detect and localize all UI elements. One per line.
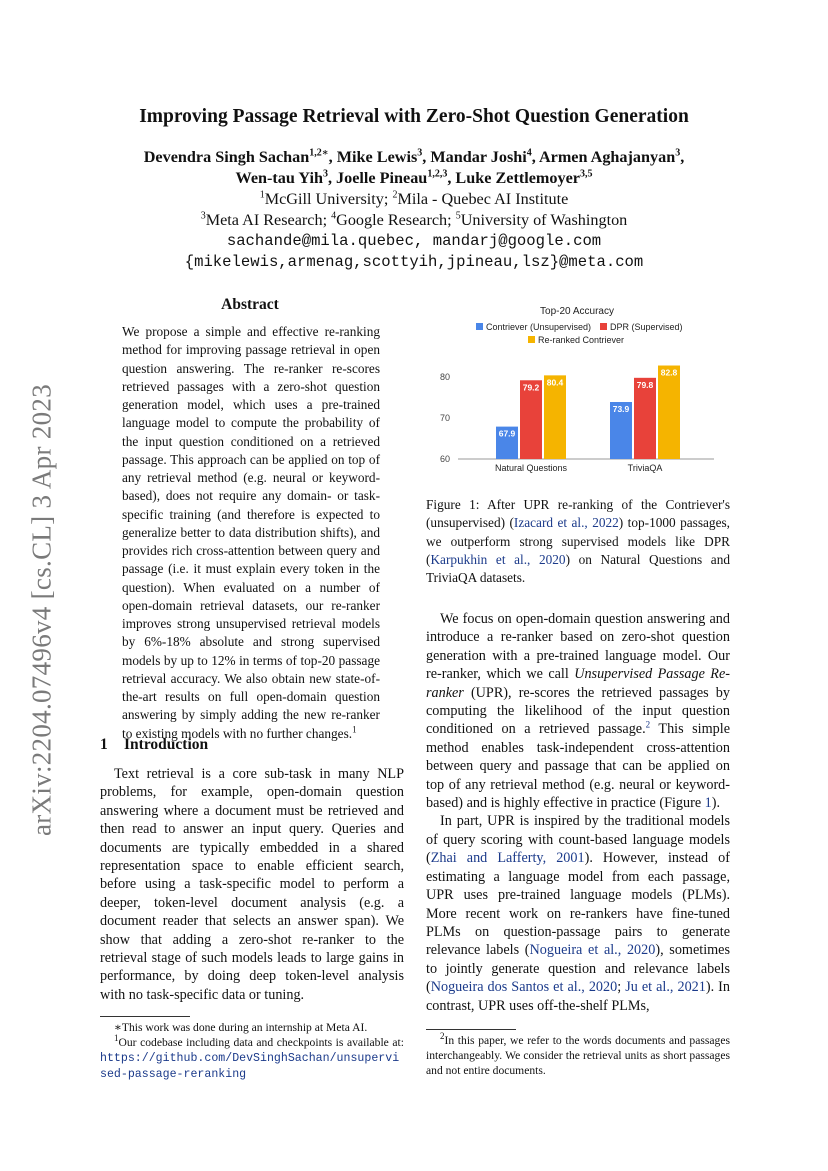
citation-karpukhin[interactable]: Karpukhin et al., 2020	[430, 551, 566, 567]
abstract-body	[122, 323, 380, 743]
top20-accuracy-chart	[424, 300, 730, 480]
sup-pineau: 1,2,3	[427, 168, 448, 180]
affiliation-2: $^3$Meta AI Research; $^4$Google Research; $^5$University of Washington	[200, 210, 628, 229]
codebase-link[interactable]: https://github.com/DevSinghSachan/unsupervised-passage-reranking	[100, 1052, 400, 1081]
abstract-heading: Abstract	[221, 296, 279, 313]
author-line-2	[100, 168, 728, 189]
right-para-2	[426, 812, 730, 1014]
legend-swatch-2	[528, 336, 535, 343]
citation-zhai[interactable]: Zhai and Lafferty, 2001	[430, 850, 585, 867]
paper-title: Improving Passage Retrieval with Zero-Shot Question Generation	[139, 106, 689, 127]
citation-izacard[interactable]: Izacard et al., 2022	[513, 515, 619, 531]
bar-label-0-0: 67.9	[498, 428, 516, 439]
bar-label-0-1: 79.2	[522, 382, 540, 393]
right-para-1	[426, 610, 730, 812]
footnote-1	[100, 1035, 404, 1082]
chart-title: Top-20 Accuracy	[540, 306, 614, 317]
aff-mcgill: McGill University;	[264, 190, 393, 208]
author-block	[100, 147, 728, 273]
arxiv-identifier: arXiv:2204.07496v4 [cs.CL] 3 Apr 2023	[26, 383, 57, 837]
abstract-footnote-mark: 1	[352, 724, 357, 735]
footnote-1-text: Our codebase including data and checkpoints is available at:	[118, 1036, 404, 1049]
p1-text-d: ).	[711, 795, 721, 812]
aff-mila: Mila - Quebec AI Institute	[397, 190, 569, 208]
section-title: Introduction	[124, 736, 209, 753]
author-lewis: , Mike Lewis	[328, 148, 418, 166]
sup-luke: 3,5	[579, 168, 593, 180]
bar-label-1-2: 82.8	[660, 367, 678, 378]
footnote-divider-left	[100, 1016, 190, 1017]
sup-agha: 3	[675, 147, 681, 159]
p2-text-d: ;	[617, 979, 626, 996]
p1-emphasis: Unsupervised Passage Re-ranker	[426, 666, 730, 701]
abstract-text: We propose a simple and effective re-ranking method for improving passage retrieval in open question answering. The re-ranker re-scores retrieved passages with a zero-shot question generation model, which uses a pre-trained language model to compute the probability of the input question conditioned on a retrieved passage. This approach can be applied on top of any retrieval method (e.g. neural or keyword-based), does not require any domain- or task-specific training (and therefore is expected to generalize better to data distribution shifts), and provides rich cross-attention between query and passage (i.e. it must explain every token in the question). When evaluated on a number of open-domain retrieval datasets, our re-ranker improves strong unsupervised retrieval models by 6%-18% absolute and strong supervised models by up to 12% in terms of top-20 passage retrieval accuracy. We also obtain new state-of-the-art results on full open-domain question answering by simply adding the new re-ranker to existing models with no further changes.	[122, 324, 380, 741]
citation-nogueira-dos-santos[interactable]: Nogueira dos Santos et al., 2020	[430, 979, 618, 996]
p2-text-a: In part, UPR is inspired by the traditional models of query scoring with count-based language models (	[426, 813, 730, 867]
legend-label-1: DPR (Supervised)	[610, 322, 683, 332]
sup-star: ∗	[321, 147, 329, 159]
aff-uw: University of Washington	[460, 211, 628, 229]
y-tick-1: 70	[439, 413, 450, 423]
right-column-text	[426, 610, 730, 1015]
intro-paragraph	[100, 765, 404, 1004]
sup-joshi: 4	[526, 147, 532, 159]
affiliation-1: $^1$McGill University; $^2$Mila - Quebec AI Institute	[259, 189, 569, 208]
footnote-star: ∗This work was done during an internship at Meta AI.	[114, 1021, 368, 1034]
x-tick-0: Natural Questions	[494, 463, 568, 473]
x-tick-1: TriviaQA	[627, 463, 663, 473]
y-tick-2: 80	[439, 372, 450, 382]
p2-text-b: ). However, instead of estimating a language model from each passage, UPR uses pre-trained language models (PLMs). More recent work on re-rankers have fine-tuned PLMs on question-passage pairs to generate relevance labels (	[426, 850, 730, 959]
p1-text-a: We focus on open-domain question answering and introduce a re-ranker based on zero-shot question generation with a pre-trained language model. Our re-ranker, which we call	[426, 611, 730, 683]
figure-1-ref[interactable]: 1	[704, 795, 712, 812]
sup-lewis: 3	[417, 147, 423, 159]
author-sachan: Devendra Singh Sachan	[143, 148, 310, 166]
p2-text-c: ), sometimes to jointly generate question and relevance labels (	[426, 942, 730, 996]
legend-label-2: Re-ranked Contriever	[538, 335, 625, 345]
caption-part-b: ) top-1000 passages, we outperform strong supervised models like DPR (	[426, 515, 730, 567]
aff-meta: Meta AI Research;	[205, 211, 332, 229]
aff-google: Google Research;	[336, 211, 456, 229]
bar-1-2	[658, 366, 680, 459]
p1-text-c: This simple method enables task-independent cross-attention between query and passage that can be applied on top of any retrieval method (e.g. neural or keyword-based) and is highly effective in practice (Figure	[426, 721, 730, 812]
caption-part-c: ) on Natural Questions and TriviaQA datasets.	[426, 551, 731, 586]
footnotes-left	[100, 1020, 404, 1082]
sup-sachan: 1,2	[309, 147, 322, 159]
p2-text-e: ). In contrast, UPR uses off-the-shelf PLMs,	[426, 979, 731, 1014]
footnote-2	[426, 1033, 730, 1078]
bar-label-1-0: 73.9	[612, 404, 630, 415]
section-heading-introduction	[100, 736, 208, 754]
author-line-1: Devendra Singh Sachan$^{1,2∗}$, Mike Lewis$^3$, Mandar Joshi$^4$, Armen Aghajanyan$^3$,	[143, 147, 685, 166]
author-yih: Wen-tau Yih	[235, 169, 323, 187]
bar-label-0-2: 80.4	[546, 377, 564, 388]
citation-ju[interactable]: Ju et al., 2021	[625, 979, 706, 996]
author-joshi: , Mandar Joshi	[422, 148, 527, 166]
legend-swatch-1	[600, 323, 607, 330]
footnote-1-mark: 1	[114, 1033, 119, 1044]
footnotes-right	[426, 1033, 730, 1078]
legend-swatch-0	[476, 323, 483, 330]
footnote-2-text: In this paper, we refer to the words documents and passages interchangeably. We consider the retrieval units as short passages and not entire documents.	[426, 1034, 730, 1077]
author-zettlemoyer: , Luke Zettlemoyer	[447, 169, 580, 187]
section-number: 1	[100, 736, 108, 753]
intro-para-1: Text retrieval is a core sub-task in many NLP problems, for example, open-domain question answering where a document must be retrieved and then read to answer an input query. Queries and documents are typically embedded in a shared representation space to enable efficient search, before using a task-specific model to perform a deeper, token-level document analysis (e.g. a document reader that selects an answer span). We show that adding a zero-shot re-ranker to the retrieval stage of such models leads to large gains in performance, by doing deep token-level analysis with no task-specific data or tuning.	[100, 766, 404, 1003]
caption-part-a: Figure 1: After UPR re-ranking of the Contriever's (unsupervised) (	[426, 497, 730, 531]
author-pineau: , Joelle Pineau	[327, 169, 428, 187]
bar-0-2	[544, 375, 566, 459]
p1-text-b: (UPR), re-scores the retrieved passages by computing the likelihood of the input question conditioned on a retrieved passage.	[426, 684, 730, 738]
sup-yih: 3	[322, 168, 328, 180]
author-aghajanyan: , Armen Aghajanyan	[531, 148, 676, 166]
citation-nogueira[interactable]: Nogueira et al., 2020	[529, 942, 656, 959]
email-line-1: sachande@mila.quebec, mandarj@google.com	[226, 232, 602, 250]
footnote-2-number: 2	[440, 1031, 445, 1042]
bar-1-1	[634, 378, 656, 459]
y-tick-0: 60	[439, 454, 450, 464]
legend-label-0: Contriever (Unsupervised)	[486, 322, 592, 332]
footnote-divider-right	[426, 1029, 516, 1030]
chart-bars	[495, 366, 680, 473]
footnote-2-mark[interactable]: 2	[645, 719, 651, 730]
chart-legend	[476, 322, 683, 345]
bar-label-1-1: 79.8	[636, 379, 654, 390]
email-line-2: {mikelewis,armenag,scottyih,jpineau,lsz}@meta.com	[184, 253, 644, 271]
arxiv-sidebar	[20, 375, 64, 845]
figure-1-caption	[426, 496, 730, 587]
